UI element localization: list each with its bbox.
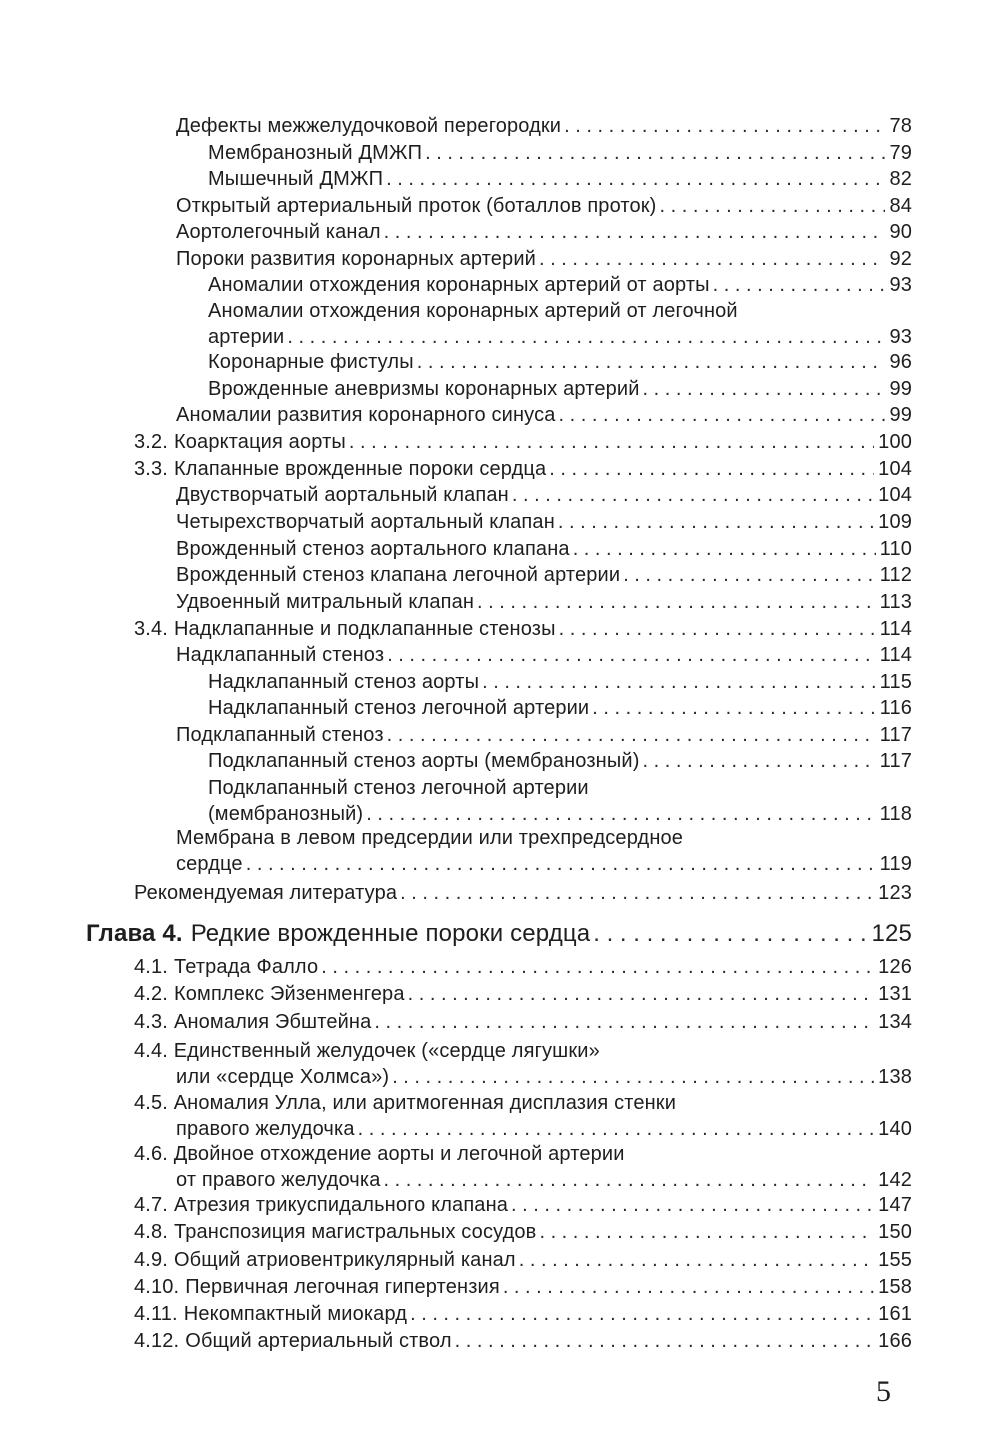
toc-entry-page: 150: [878, 1221, 912, 1243]
toc-entry[interactable]: [0, 748, 912, 774]
toc-entry-title: Общий артериальный ствол: [185, 1330, 452, 1352]
toc-entry-page: 93: [889, 326, 912, 348]
toc-entry-number: 4.5.: [134, 1092, 168, 1114]
toc-entry-number: 4.4.: [134, 1040, 168, 1062]
toc-entry-title: Коарктация аорты: [173, 431, 346, 453]
toc-entry[interactable]: [0, 825, 912, 877]
toc-entry[interactable]: [0, 775, 912, 827]
chapter-label: Глава 4.: [86, 920, 183, 947]
toc-entry[interactable]: [0, 349, 912, 375]
toc-entry-page: 96: [889, 351, 912, 373]
toc-entry-title-line2: (мембранозный): [208, 803, 364, 825]
toc-entry-title-line1: Двойное отхождение аорты и легочной артерии: [173, 1143, 625, 1165]
toc-entry[interactable]: [0, 669, 912, 695]
toc-entry-title: Мышечный ДМЖП: [208, 168, 384, 190]
toc-entry-page: 82: [889, 168, 912, 190]
toc-entry-page: 100: [878, 431, 912, 453]
toc-entry-title-line2: от правого желудочка: [176, 1169, 381, 1191]
toc-entry[interactable]: [0, 376, 912, 402]
toc-entry[interactable]: [0, 298, 912, 350]
toc-entry-title: Некомпактный миокард: [183, 1303, 408, 1325]
toc-entry-number: 3.4.: [134, 618, 168, 640]
toc-entry-page: 140: [878, 1118, 912, 1140]
toc-entry-page: 118: [879, 803, 912, 825]
toc-entry[interactable]: [0, 1009, 912, 1035]
toc-entry[interactable]: [0, 246, 912, 272]
toc-entry-title: Рекомендуемая литература: [134, 882, 398, 904]
toc-entry[interactable]: [0, 1038, 912, 1090]
toc-entry-page: 123: [878, 882, 912, 904]
toc-entry-number: 4.10.: [134, 1276, 180, 1298]
toc-entry-page: 116: [879, 697, 912, 719]
toc-entry-title-line1: Мембрана в левом предсердии или трехпредсердное: [176, 827, 684, 849]
toc-entry-number: 4.11.: [134, 1303, 178, 1325]
toc-entry[interactable]: [0, 509, 912, 535]
toc-chapter-heading[interactable]: [0, 918, 912, 950]
toc-entry-title: Врожденный стеноз аортального клапана: [176, 538, 570, 560]
toc-entry-page: 119: [879, 853, 912, 875]
toc-entry-title-line1: Аномалии отхождения коронарных артерий от легочной: [208, 300, 738, 322]
toc-entry-title: Транспозиция магистральных сосудов: [173, 1221, 537, 1243]
toc-entry-number: 4.9.: [134, 1249, 168, 1271]
toc-entry-page: 110: [879, 538, 912, 560]
toc-entry-page: 78: [889, 115, 912, 137]
toc-entry-page: 134: [878, 1011, 912, 1033]
toc-entry-title: Четырехстворчатый аортальный клапан: [176, 511, 555, 533]
toc-entry-title: Надклапанный стеноз аорты: [208, 671, 480, 693]
toc-entry-page: 93: [889, 274, 912, 296]
toc-entry-number: 4.12.: [134, 1330, 180, 1352]
toc-entry-number: 3.2.: [134, 431, 168, 453]
toc-entry-page: 115: [879, 671, 912, 693]
toc-entry-page: 92: [889, 248, 912, 270]
toc-entry-page: 84: [889, 195, 912, 217]
toc-entry-title: Аномалия Эбштейна: [173, 1011, 372, 1033]
toc-entry[interactable]: [0, 193, 912, 219]
toc-entry[interactable]: [0, 1090, 912, 1142]
toc-entry-number: 4.3.: [134, 1011, 168, 1033]
toc-entry-title: Подклапанный стеноз аорты (мембранозный): [208, 750, 640, 772]
toc-entry[interactable]: [0, 981, 912, 1007]
toc-entry-page: 104: [878, 484, 912, 506]
toc-entry-title-line2: артерии: [208, 326, 285, 348]
toc-entry-page: 114: [879, 618, 912, 640]
toc-entry-number: 4.8.: [134, 1221, 168, 1243]
toc-entry-page: 142: [878, 1169, 912, 1191]
toc-entry[interactable]: [0, 954, 912, 980]
toc-entry-title: Аномалии отхождения коронарных артерий от аорты: [208, 274, 710, 296]
toc-entry[interactable]: [0, 616, 912, 642]
toc-entry-number: 4.6.: [134, 1143, 168, 1165]
toc-entry[interactable]: [0, 536, 912, 562]
toc-entry-title-line2: или «сердце Холмса»): [176, 1066, 390, 1088]
toc-entry-title: Двустворчатый аортальный клапан: [176, 484, 509, 506]
toc-entry[interactable]: [0, 562, 912, 588]
toc-entry[interactable]: [0, 1274, 912, 1300]
toc-entry-title: Врожденный стеноз клапана легочной артерии: [176, 564, 621, 586]
toc-entry-title: Пороки развития коронарных артерий: [176, 248, 536, 270]
toc-entry-title: Общий атриовентрикулярный канал: [173, 1249, 516, 1271]
toc-entry[interactable]: [0, 722, 912, 748]
toc-entry-page: 99: [889, 378, 912, 400]
toc-entry-title: Аномалии развития коронарного синуса: [176, 404, 556, 426]
toc-entry[interactable]: [0, 589, 912, 615]
toc-entry-page: 113: [879, 591, 912, 613]
toc-entry-title: Удвоенный митральный клапан: [176, 591, 475, 613]
toc-entry[interactable]: [0, 429, 912, 455]
toc-entry[interactable]: [0, 140, 912, 166]
toc-entry-page: 109: [878, 511, 912, 533]
toc-entry-title: Дефекты межжелудочковой перегородки: [176, 115, 562, 137]
toc-entry-title-line1: Единственный желудочек («сердце лягушки»: [173, 1040, 600, 1062]
toc-entry[interactable]: [0, 402, 912, 428]
toc-entry-number: 4.1.: [134, 956, 168, 978]
toc-entry[interactable]: [0, 113, 912, 139]
toc-entry-page: 114: [879, 644, 912, 666]
toc-entry-page: 147: [878, 1194, 912, 1216]
toc-entry[interactable]: [0, 219, 912, 245]
toc-entry[interactable]: [0, 166, 912, 192]
toc-entry[interactable]: [0, 1192, 912, 1218]
chapter-page: 125: [871, 920, 912, 947]
toc-entry-title: Открытый артериальный проток (боталлов проток): [176, 195, 657, 217]
toc-entry-page: 90: [889, 221, 912, 243]
toc-entry[interactable]: [0, 272, 912, 298]
toc-entry-title: Надклапанный стеноз: [176, 644, 385, 666]
toc-entry-title: Аортолегочный канал: [176, 221, 381, 243]
toc-entry-page: 104: [878, 458, 912, 480]
toc-entry[interactable]: [0, 1219, 912, 1245]
toc-entry-title-line2: правого желудочка: [176, 1118, 355, 1140]
toc-entry-page: 112: [879, 564, 912, 586]
toc-entry[interactable]: [0, 880, 912, 906]
toc-entry-page: 99: [889, 404, 912, 426]
toc-entry[interactable]: [0, 1141, 912, 1193]
toc-entry-page: 117: [879, 750, 912, 772]
toc-entry[interactable]: [0, 482, 912, 508]
toc-entry-page: 126: [878, 956, 912, 978]
toc-entry-page: 138: [878, 1066, 912, 1088]
toc-entry-page: 166: [878, 1330, 912, 1352]
toc-entry-title-line1: Аномалия Улла, или аритмогенная дисплазия стенки: [173, 1092, 677, 1114]
toc-entry-title-line1: Подклапанный стеноз легочной артерии: [208, 777, 589, 799]
toc-entry[interactable]: [0, 642, 912, 668]
toc-entry-page: 161: [878, 1303, 912, 1325]
toc-entry[interactable]: [0, 456, 912, 482]
toc-entry-page: 131: [878, 983, 912, 1005]
chapter-title: Редкие врожденные пороки сердца: [190, 920, 591, 947]
toc-entry-number: 3.3.: [134, 458, 168, 480]
toc-entry-page: 79: [889, 142, 912, 164]
toc-entry-number: 4.2.: [134, 983, 168, 1005]
toc-entry-title: Тетрада Фалло: [173, 956, 319, 978]
toc-entry-page: 117: [879, 724, 912, 746]
toc-entry-page: 155: [878, 1249, 912, 1271]
toc-entry-title: Подклапанный стеноз: [176, 724, 384, 746]
toc-entry-title: Мембранозный ДМЖП: [208, 142, 423, 164]
toc-entry-title: Клапанные врожденные пороки сердца: [173, 458, 547, 480]
page-number: 5: [876, 1375, 891, 1408]
toc-entry-number: 4.7.: [134, 1194, 168, 1216]
toc-entry-title: Врожденные аневризмы коронарных артерий: [208, 378, 640, 400]
toc-entry[interactable]: [0, 1328, 912, 1354]
toc-entry-title: Надклапанный стеноз легочной артерии: [208, 697, 590, 719]
toc-entry-title: Коронарные фистулы: [208, 351, 414, 373]
toc-entry[interactable]: [0, 1301, 912, 1327]
toc-entry[interactable]: [0, 1247, 912, 1273]
toc-entry-title-line2: сердце: [176, 853, 243, 875]
toc-entry-title: Атрезия трикуспидального клапана: [173, 1194, 509, 1216]
toc-entry-title: Первичная легочная гипертензия: [185, 1276, 500, 1298]
toc-entry-page: 158: [878, 1276, 912, 1298]
toc-entry-title: Надклапанные и подклапанные стенозы: [173, 618, 556, 640]
toc-entry[interactable]: [0, 695, 912, 721]
toc-entry-title: Комплекс Эйзенменгера: [173, 983, 405, 1005]
